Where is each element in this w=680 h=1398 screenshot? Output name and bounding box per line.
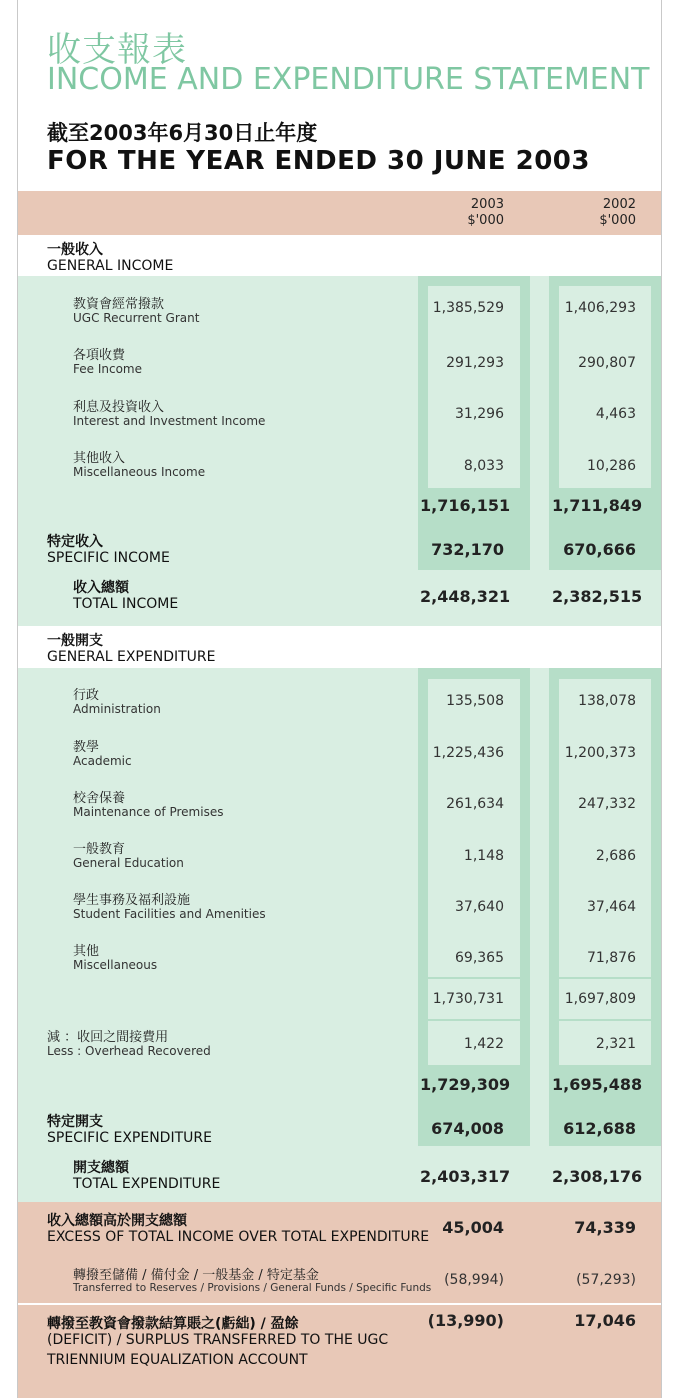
item-label-zh: 各項收費 <box>73 348 126 363</box>
final-zh: 轉撥至教資會撥款結算賬之(虧絀) / 盈餘 <box>47 1316 299 1332</box>
value-2003: 1,148 <box>463 848 504 864</box>
overhead-rule-2002 <box>559 1019 651 1021</box>
item-label-en: Fee Income <box>73 362 142 376</box>
value-2002: 10,286 <box>587 458 636 474</box>
excess-2003: 45,004 <box>442 1218 504 1237</box>
expenditure-subtotal-2002: 1,697,809 <box>564 991 636 1007</box>
value-2002: 37,464 <box>587 899 636 915</box>
excess-2002: 74,339 <box>574 1218 636 1237</box>
item-label-zh: 校舍保養 <box>73 791 126 806</box>
overhead-2003: 1,422 <box>463 1036 504 1052</box>
excess-en: EXCESS OF TOTAL INCOME OVER TOTAL EXPENDITURE <box>47 1229 430 1245</box>
specific-income-2002: 670,666 <box>563 540 636 559</box>
value-2002: 247,332 <box>578 796 636 812</box>
total-income-zh: 收入總額 <box>73 580 129 596</box>
item-label-zh: 學生事務及福利設施 <box>73 893 191 908</box>
value-2002: 71,876 <box>587 950 636 966</box>
subtotal-rule-2002 <box>559 977 651 979</box>
item-label-en: Miscellaneous Income <box>73 465 206 479</box>
expenditure-subtotal-2003: 1,730,731 <box>432 991 504 1007</box>
item-label-en: Student Facilities and Amenities <box>73 907 266 921</box>
general-income-total-2003: 1,716,151 <box>420 496 511 515</box>
value-2003: 261,634 <box>446 796 504 812</box>
column-header-2002: 2002 $'000 <box>599 197 636 228</box>
value-2003: 1,225,436 <box>432 745 504 761</box>
specific-expenditure-2003: 674,008 <box>431 1119 504 1138</box>
subtitle-english: FOR THE YEAR ENDED 30 JUNE 2003 <box>47 146 590 176</box>
value-2002: 1,406,293 <box>564 300 636 316</box>
transfer-en: Transferred to Reserves / Provisions / General Funds / Specific Funds <box>73 1282 432 1294</box>
overhead-en: Less : Overhead Recovered <box>47 1044 211 1058</box>
item-label-zh: 一般教育 <box>73 842 126 857</box>
item-label-en: General Education <box>73 856 184 870</box>
item-label-zh: 行政 <box>73 688 100 703</box>
final-en-line1: (DEFICIT) / SURPLUS TRANSFERRED TO THE UGC <box>47 1332 389 1348</box>
value-2003: 31,296 <box>455 406 504 422</box>
title-chinese: 收支報表 <box>47 30 187 70</box>
excess-zh: 收入總額高於開支總額 <box>47 1213 187 1229</box>
total-expenditure-zh: 開支總額 <box>73 1160 129 1176</box>
item-label-en: Maintenance of Premises <box>73 805 224 819</box>
item-label-zh: 其他 <box>73 944 100 959</box>
subtitle-chinese: 截至2003年6月30日止年度 <box>47 121 318 145</box>
specific-income-en: SPECIFIC INCOME <box>47 550 170 566</box>
title-english: INCOME AND EXPENDITURE STATEMENT <box>47 62 650 97</box>
value-2003: 135,508 <box>446 693 504 709</box>
item-label-zh: 利息及投資收入 <box>73 400 165 415</box>
total-income-2003: 2,448,321 <box>420 587 511 606</box>
expenditure-items-cell-2002 <box>559 679 651 1065</box>
overhead-zh: 減 ：收回之間接費用 <box>47 1030 169 1045</box>
expenditure-items-cell-2003 <box>428 679 520 1065</box>
value-2003: 37,640 <box>455 899 504 915</box>
general-expenditure-zh: 一般開支 <box>47 633 103 649</box>
value-2002: 2,686 <box>595 848 636 864</box>
general-expenditure-total-2003: 1,729,309 <box>420 1075 511 1094</box>
specific-income-2003: 732,170 <box>431 540 504 559</box>
value-2002: 138,078 <box>578 693 636 709</box>
value-2002: 4,463 <box>595 406 636 422</box>
item-label-en: UGC Recurrent Grant <box>73 311 200 325</box>
item-label-en: Academic <box>73 754 132 768</box>
total-income-2002: 2,382,515 <box>552 587 643 606</box>
general-income-en: GENERAL INCOME <box>47 258 174 274</box>
value-2002: 1,200,373 <box>564 745 636 761</box>
item-label-en: Interest and Investment Income <box>73 414 266 428</box>
general-expenditure-total-2002: 1,695,488 <box>552 1075 643 1094</box>
general-expenditure-en: GENERAL EXPENDITURE <box>47 649 216 665</box>
total-expenditure-2003: 2,403,317 <box>420 1167 511 1186</box>
value-2003: 1,385,529 <box>432 300 504 316</box>
final-2002: 17,046 <box>574 1311 636 1330</box>
value-2002: 290,807 <box>578 355 636 371</box>
value-2003: 8,033 <box>463 458 504 474</box>
final-2003: (13,990) <box>427 1311 504 1330</box>
item-label-zh: 教學 <box>73 740 100 755</box>
final-en-line2: TRIENNIUM EQUALIZATION ACCOUNT <box>47 1352 308 1368</box>
total-income-en: TOTAL INCOME <box>73 596 179 612</box>
value-2003: 69,365 <box>455 950 504 966</box>
total-expenditure-en: TOTAL EXPENDITURE <box>73 1176 221 1192</box>
specific-expenditure-en: SPECIFIC EXPENDITURE <box>47 1130 212 1146</box>
transfer-2002: (57,293) <box>576 1272 636 1288</box>
item-label-zh: 教資會經常撥款 <box>73 297 165 312</box>
column-header-2003: 2003 $'000 <box>467 197 504 228</box>
subtotal-rule-2003 <box>428 977 520 979</box>
overhead-rule-2003 <box>428 1019 520 1021</box>
general-income-zh: 一般收入 <box>47 242 103 258</box>
specific-expenditure-zh: 特定開支 <box>47 1114 103 1130</box>
item-label-en: Administration <box>73 702 161 716</box>
general-income-total-2002: 1,711,849 <box>552 496 643 515</box>
value-2003: 291,293 <box>446 355 504 371</box>
overhead-2002: 2,321 <box>595 1036 636 1052</box>
summary-divider <box>18 1303 661 1305</box>
item-label-zh: 其他收入 <box>73 451 126 466</box>
total-expenditure-2002: 2,308,176 <box>552 1167 643 1186</box>
transfer-zh: 轉撥至儲備 / 備付金 / 一般基金 / 特定基金 <box>73 1268 319 1283</box>
item-label-en: Miscellaneous <box>73 958 158 972</box>
transfer-2003: (58,994) <box>444 1272 504 1288</box>
specific-expenditure-2002: 612,688 <box>563 1119 636 1138</box>
specific-income-zh: 特定收入 <box>47 534 103 550</box>
